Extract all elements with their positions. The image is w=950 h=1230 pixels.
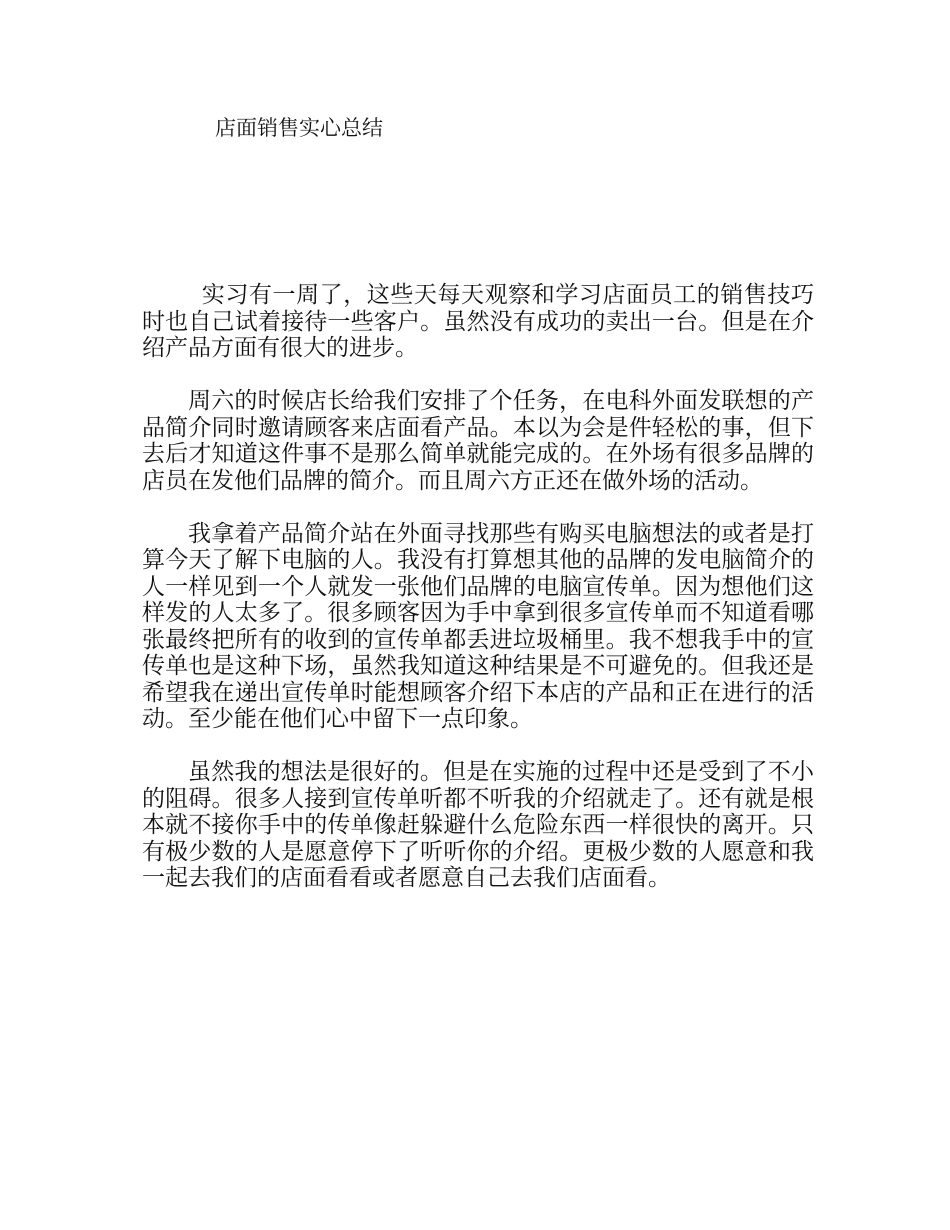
paragraph-1: 实习有一周了，这些天每天观察和学习店面员工的销售技巧时也自己试着接待一些客户。虽然没有成功的卖出一台。但是在介绍产品方面有很大的进步。 bbox=[142, 282, 814, 361]
paragraph-3: 我拿着产品简介站在外面寻找那些有购买电脑想法的或者是打算今天了解下电脑的人。我没有打算想其他的品牌的发电脑简介的人一样见到一个人就发一张他们品牌的电脑宣传单。因为想他们这样发的人太多了。很多顾客因为手中拿到很多宣传单而不知道看哪张最终把所有的收到的宣传单都丢进垃圾桶里。我不想我手中的宣传单也是这种下场，虽然我知道这种结果是不可避免的。但我还是希望我在递出宣传单时能想顾客介绍下本店的产品和正在进行的活动。至少能在他们心中留下一点印象。 bbox=[142, 520, 814, 732]
paragraph-4: 虽然我的想法是很好的。但是在实施的过程中还是受到了不小的阻碍。很多人接到宣传单听都不听我的介绍就走了。还有就是根本就不接你手中的传单像赶躲避什么危险东西一样很快的离开。只有极少数的人是愿意停下了听听你的介绍。更极少数的人愿意和我一起去我们的店面看看或者愿意自己去我们店面看。 bbox=[142, 759, 814, 891]
document-title: 店面销售实心总结 bbox=[215, 116, 383, 140]
paragraph-2: 周六的时候店长给我们安排了个任务，在电科外面发联想的产品简介同时邀请顾客来店面看产品。本以为会是件轻松的事，但下去后才知道这件事不是那么简单就能完成的。在外场有很多品牌的店员在发他们品牌的简介。而且周六方正还在做外场的活动。 bbox=[142, 388, 814, 494]
document-body bbox=[142, 282, 814, 918]
